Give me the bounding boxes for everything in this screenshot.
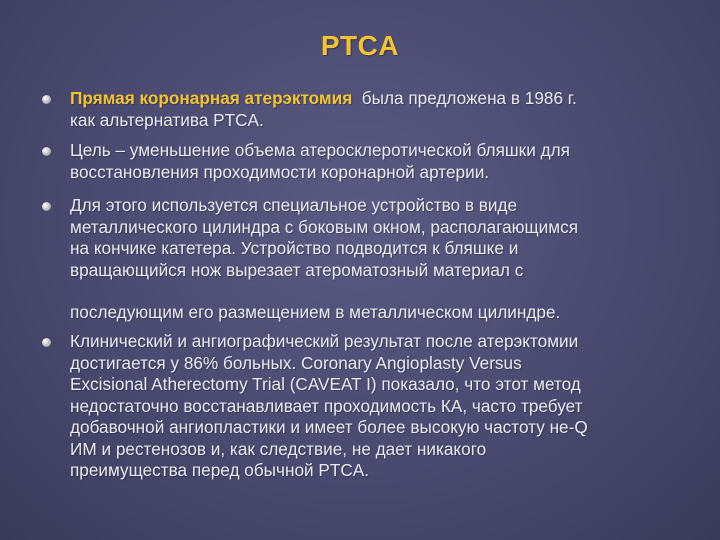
bullet-line: Для этого используется специальное устройство в виде — [70, 195, 518, 215]
bullet-dot-icon — [42, 147, 51, 156]
bullet-line: Excisional Atherectomy Trial (CAVEAT I) показало, что этот метод — [70, 374, 581, 394]
bullet-line: Цель – уменьшение объема атеросклеротической бляшки для — [70, 140, 570, 160]
bullet-line: добавочной ангиопластики и имеет более высокую частоту не-Q — [70, 417, 588, 437]
slide-title: PTCA — [320, 30, 400, 61]
bullet-line: ИМ и рестенозов и, как следствие, не дает никакого — [70, 438, 487, 459]
bullet-line: недостаточно восстанавливает проходимость КА, часто требует — [70, 395, 583, 416]
highlighted-term: Прямая коронарная атерэктомия — [70, 88, 353, 108]
bullet-dot-icon — [42, 338, 51, 347]
bullet-line: последующим его размещением в металлическом цилиндре. — [70, 302, 561, 322]
bullet-line: как альтернатива PTCA. — [70, 109, 264, 130]
bullet-line: вращающийся нож вырезает атероматозный материал с — [70, 259, 524, 280]
bullet-line: преимущества перед обычной PTCA. — [70, 460, 370, 480]
bullet-dot-icon — [42, 202, 51, 211]
bullet-line-text: была предложена в 1986 г. — [352, 88, 577, 108]
bullet-line — [70, 88, 690, 110]
bullet-line: Клинический и ангиографический результат после атерэктомии — [70, 331, 579, 351]
bullet-line: восстановления проходимости коронарной артерии. — [70, 161, 490, 182]
bullet-line: достигается у 86% больных. Coronary Angioplasty Versus — [70, 352, 522, 373]
bullet-line: металлического цилиндра с боковым окном, располагающимся — [70, 216, 578, 237]
bullet-line: на кончике катетера. Устройство подводится к бляшке и — [70, 238, 519, 258]
bullet-dot-icon — [42, 95, 51, 104]
